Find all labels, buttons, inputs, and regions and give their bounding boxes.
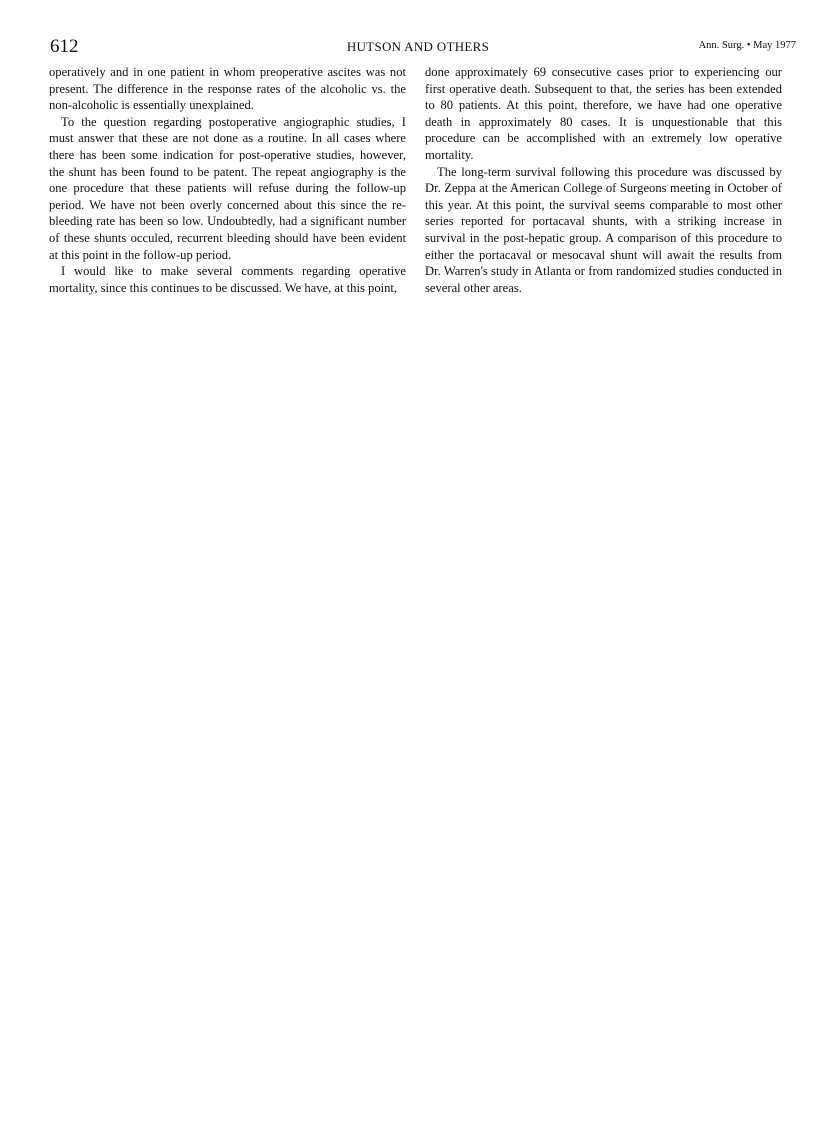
running-head: HUTSON AND OTHERS <box>346 39 490 54</box>
paragraph: done approximately 69 consecutive cases prior to experiencing our first operative death. Subsequent to that, the series has been extended to 80 patients. At this point, therefore, we have had one operative death in approximately 80 cases. It is unquestionable that this procedure can be accomplished with an extremely low operative mortality. <box>425 65 782 162</box>
paragraph: I would like to make several comments regarding operative mortality, since this continues to be discussed. We have, at this point, <box>49 264 406 295</box>
right-column <box>425 64 782 296</box>
left-column <box>49 64 406 296</box>
paragraph: The long-term survival following this procedure was discussed by Dr. Zeppa at the American College of Surgeons meeting in October of this year. At this point, the survival seems comparable to most other series reported for portacaval shunts, with a striking increase in survival in the post-hepatic group. A comparison of this procedure to either the portacaval or mesocaval shunt will await the results from Dr. Warren's study in Atlanta or from randomized studies conducted in several other areas. <box>425 164 782 295</box>
paragraph: operatively and in one patient in whom preoperative ascites was not present. The difference in the response rates of the alcoholic vs. the non-alcoholic is essentially unexplained. <box>49 65 406 113</box>
journal-reference: Ann. Surg. • May 1977 <box>698 40 796 51</box>
paragraph: To the question regarding postoperative angiographic studies, I must answer that these are not done as a routine. In all cases where there has been some indication for post-operative studies, however, the shunt has been found to be patent. The repeat angiography is the one procedure that these patients will refuse during the follow-up period. We have not been overly concerned about this since the re-bleeding rate has been so low. Undoubtedly, had a significant number of these shunts occuled, recurrent bleeding should have been evident at this point in the follow-up period. <box>49 114 406 262</box>
page-header <box>50 36 796 58</box>
page-number: 612 <box>50 36 79 57</box>
